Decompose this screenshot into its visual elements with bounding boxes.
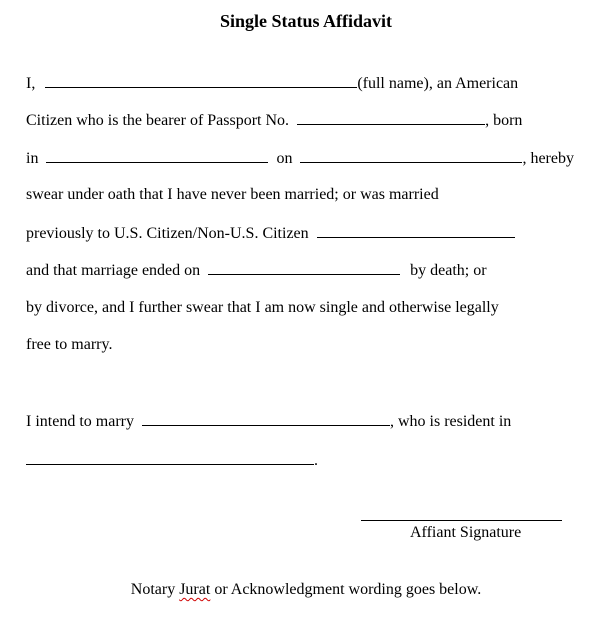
line-text: by death; or xyxy=(410,262,487,279)
marriage-end-date-blank[interactable] xyxy=(208,260,400,275)
line-text: previously to U.S. Citizen/Non-U.S. Citizen xyxy=(26,225,309,242)
line-text: free to marry. xyxy=(26,336,113,353)
line-text: Citizen who is the bearer of Passport No. xyxy=(26,112,290,129)
line-text: by divorce, and I further swear that I am now single and otherwise legally xyxy=(26,299,499,316)
line-text: , who is resident in xyxy=(389,413,512,430)
residence-line xyxy=(26,450,318,471)
line-text: in xyxy=(26,150,39,167)
notary-note xyxy=(0,580,612,600)
birth-date-blank[interactable] xyxy=(300,148,522,163)
signature-label: Affiant Signature xyxy=(410,524,522,541)
line-text: , hereby xyxy=(522,150,574,167)
marriage-ended-line xyxy=(26,260,487,281)
signature-line[interactable] xyxy=(361,520,562,521)
notary-text: or Acknowledgment wording goes below. xyxy=(214,581,482,598)
passport-number-blank[interactable] xyxy=(297,110,485,125)
birth-place-blank[interactable] xyxy=(46,148,268,163)
line-text: (full name), an American xyxy=(357,75,519,92)
line-text: and that marriage ended on xyxy=(26,262,201,279)
free-to-marry-line xyxy=(26,335,112,355)
line-text: . xyxy=(314,452,318,469)
line-text: I, xyxy=(26,75,36,92)
line-text: I intend to marry xyxy=(26,413,134,430)
birth-line xyxy=(26,148,574,169)
previous-spouse-blank[interactable] xyxy=(317,223,515,238)
line-text: on xyxy=(276,150,293,167)
passport-line xyxy=(26,110,522,131)
full-name-line xyxy=(26,73,518,94)
divorce-line xyxy=(26,298,499,318)
spellcheck-flagged-word: Jurat xyxy=(179,581,211,598)
line-text: , born xyxy=(485,112,523,129)
document-title: Single Status Affidavit xyxy=(219,11,393,31)
notary-text: Notary xyxy=(130,581,176,598)
line-text: swear under oath that I have never been married; or was married xyxy=(26,186,439,203)
previous-spouse-line xyxy=(26,223,515,244)
intended-spouse-blank[interactable] xyxy=(142,411,390,426)
oath-line xyxy=(26,185,439,205)
intend-to-marry-line xyxy=(26,411,511,432)
residence-blank[interactable] xyxy=(26,450,314,465)
full-name-blank[interactable] xyxy=(45,73,357,88)
